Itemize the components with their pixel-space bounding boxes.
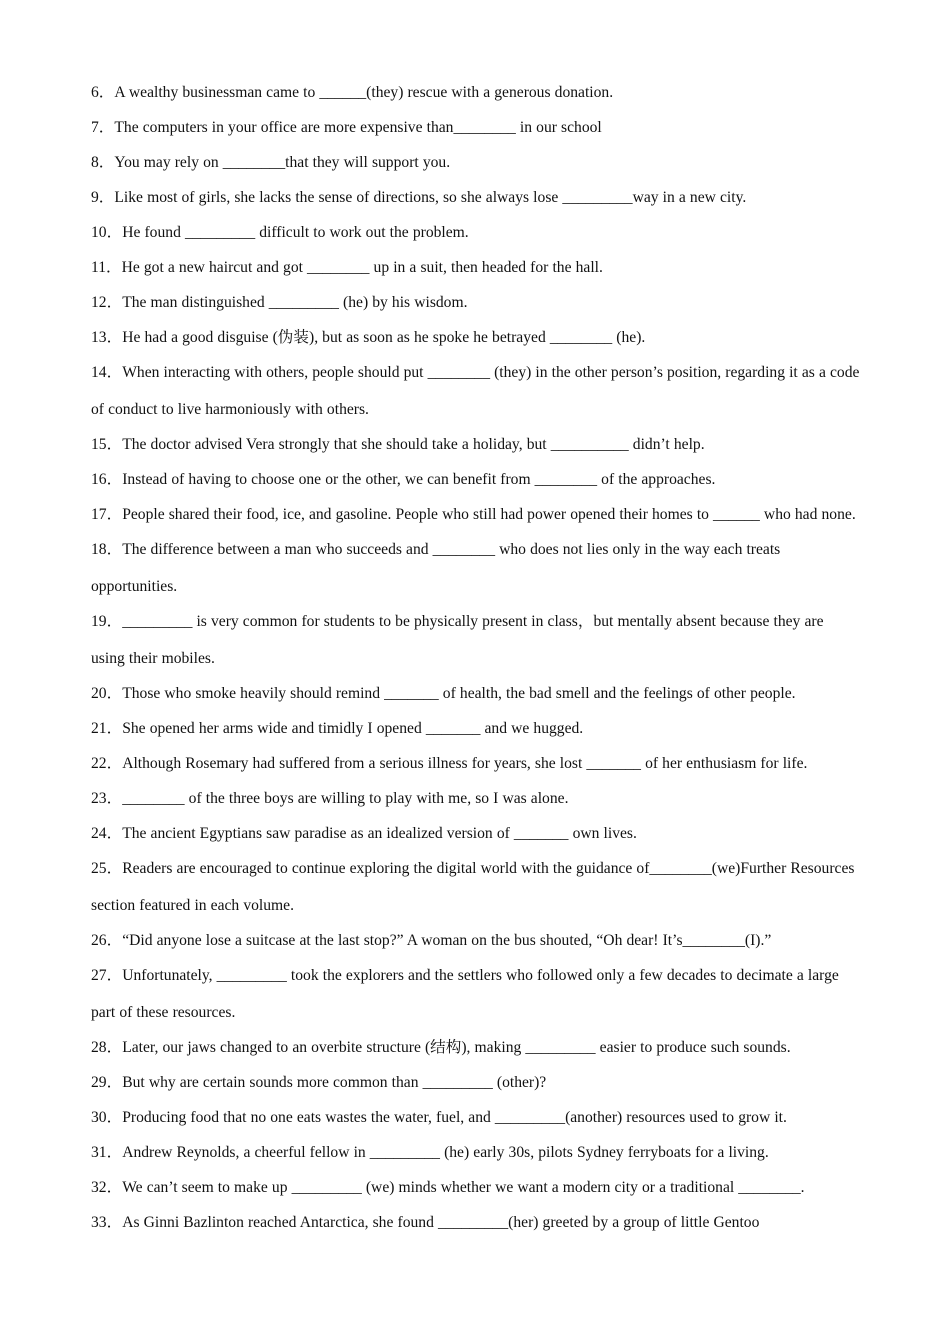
question-item [91, 354, 861, 428]
question-text: Instead of having to choose one or the other, we can benefit from ________ of the approaches. [122, 471, 716, 488]
question-text: She opened her arms wide and timidly I opened _______ and we hugged. [122, 720, 584, 737]
question-text: He had a good disguise (伪装), but as soon as he spoke he betrayed ________ (he). [122, 329, 646, 346]
question-text: We can’t seem to make up _________ (we) minds whether we want a modern city or a traditional ________. [122, 1179, 805, 1196]
question-item [91, 109, 861, 146]
question-number: 32． [91, 1179, 123, 1196]
question-item [91, 1099, 861, 1136]
question-item [91, 675, 861, 712]
question-text: The computers in your office are more expensive than________ in our school [114, 119, 602, 136]
question-number: 10． [91, 224, 123, 241]
question-number: 17． [91, 506, 123, 523]
question-number: 8． [91, 154, 115, 171]
question-number: 16． [91, 471, 123, 488]
question-item [91, 144, 861, 181]
question-text: Like most of girls, she lacks the sense of directions, so she always lose _________way in a new city. [114, 189, 747, 206]
question-list [91, 74, 861, 1239]
question-number: 9． [91, 189, 115, 206]
question-text: Andrew Reynolds, a cheerful fellow in _________ (he) early 30s, pilots Sydney ferryboats for a living. [122, 1144, 769, 1161]
question-item [91, 1169, 861, 1206]
question-item [91, 603, 861, 677]
question-number: 20． [91, 685, 123, 702]
question-number: 30． [91, 1109, 123, 1126]
question-number: 7． [91, 119, 115, 136]
question-number: 15． [91, 436, 123, 453]
question-text: Those who smoke heavily should remind _______ of health, the bad smell and the feelings of other people. [122, 685, 796, 702]
question-text: Later, our jaws changed to an overbite structure (结构), making _________ easier to produce such sounds. [122, 1039, 791, 1056]
question-text: Although Rosemary had suffered from a serious illness for years, she lost _______ of her enthusiasm for life. [122, 755, 808, 772]
question-text: The doctor advised Vera strongly that she should take a holiday, but __________ didn’t help. [122, 436, 705, 453]
question-item [91, 531, 861, 605]
question-number: 31． [91, 1144, 123, 1161]
question-item [91, 179, 861, 216]
question-text: Unfortunately, _________ took the explorers and the settlers who followed only a few decades to decimate a large part of these resources. [91, 967, 839, 1021]
question-text: He got a new haircut and got ________ up in a suit, then headed for the hall. [121, 259, 603, 276]
question-item [91, 284, 861, 321]
question-text: When interacting with others, people should put ________ (they) in the other person’s position, regarding it as a code of conduct to live harmoniously with others. [91, 364, 860, 418]
question-item [91, 214, 861, 251]
question-number: 13． [91, 329, 123, 346]
question-number: 21． [91, 720, 123, 737]
question-number: 12． [91, 294, 123, 311]
question-text: A wealthy businessman came to ______(they) rescue with a generous donation. [114, 84, 614, 101]
question-number: 29． [91, 1074, 123, 1091]
question-text: The ancient Egyptians saw paradise as an idealized version of _______ own lives. [122, 825, 637, 842]
question-number: 27． [91, 967, 123, 984]
question-text: You may rely on ________that they will support you. [114, 154, 451, 171]
question-item [91, 1029, 861, 1066]
question-text: Producing food that no one eats wastes the water, fuel, and _________(another) resources used to grow it. [122, 1109, 787, 1126]
question-number: 23． [91, 790, 123, 807]
question-item [91, 1134, 861, 1171]
question-text: ________ of the three boys are willing to play with me, so I was alone. [122, 790, 569, 807]
question-item [91, 710, 861, 747]
question-number: 28． [91, 1039, 123, 1056]
question-item [91, 957, 861, 1031]
question-number: 6． [91, 84, 115, 101]
question-item [91, 780, 861, 817]
question-item [91, 850, 861, 924]
question-item [91, 249, 861, 286]
question-number: 11． [91, 259, 122, 276]
question-item [91, 496, 861, 533]
question-item [91, 426, 861, 463]
question-number: 14． [91, 364, 123, 381]
question-text: People shared their food, ice, and gasoline. People who still had power opened their homes to ______ who had none. [122, 506, 856, 523]
question-item [91, 461, 861, 498]
question-item [91, 745, 861, 782]
question-item [91, 1204, 861, 1241]
question-item [91, 1064, 861, 1101]
question-text: The difference between a man who succeeds and ________ who does not lies only in the way each treats opportunities. [91, 541, 781, 595]
question-text: He found _________ difficult to work out the problem. [122, 224, 469, 241]
question-item [91, 74, 861, 111]
question-number: 25． [91, 860, 123, 877]
question-number: 33． [91, 1214, 123, 1231]
question-item [91, 319, 861, 356]
question-text: _________ is very common for students to be physically present in class，but mentally absent because they are using their mobiles. [91, 613, 824, 667]
question-number: 22． [91, 755, 123, 772]
question-text: “Did anyone lose a suitcase at the last stop?” A woman on the bus shouted, “Oh dear! It’s________(I).” [122, 932, 772, 949]
question-item [91, 815, 861, 852]
question-number: 19． [91, 613, 123, 630]
question-item [91, 922, 861, 959]
question-number: 24． [91, 825, 123, 842]
question-text: But why are certain sounds more common than _________ (other)? [122, 1074, 547, 1091]
question-number: 18． [91, 541, 123, 558]
question-text: As Ginni Bazlinton reached Antarctica, she found _________(her) greeted by a group of little Gentoo [122, 1214, 760, 1231]
question-text: Readers are encouraged to continue exploring the digital world with the guidance of________(we)Further Resources section featured in each volume. [91, 860, 855, 914]
question-number: 26． [91, 932, 123, 949]
question-text: The man distinguished _________ (he) by his wisdom. [122, 294, 468, 311]
